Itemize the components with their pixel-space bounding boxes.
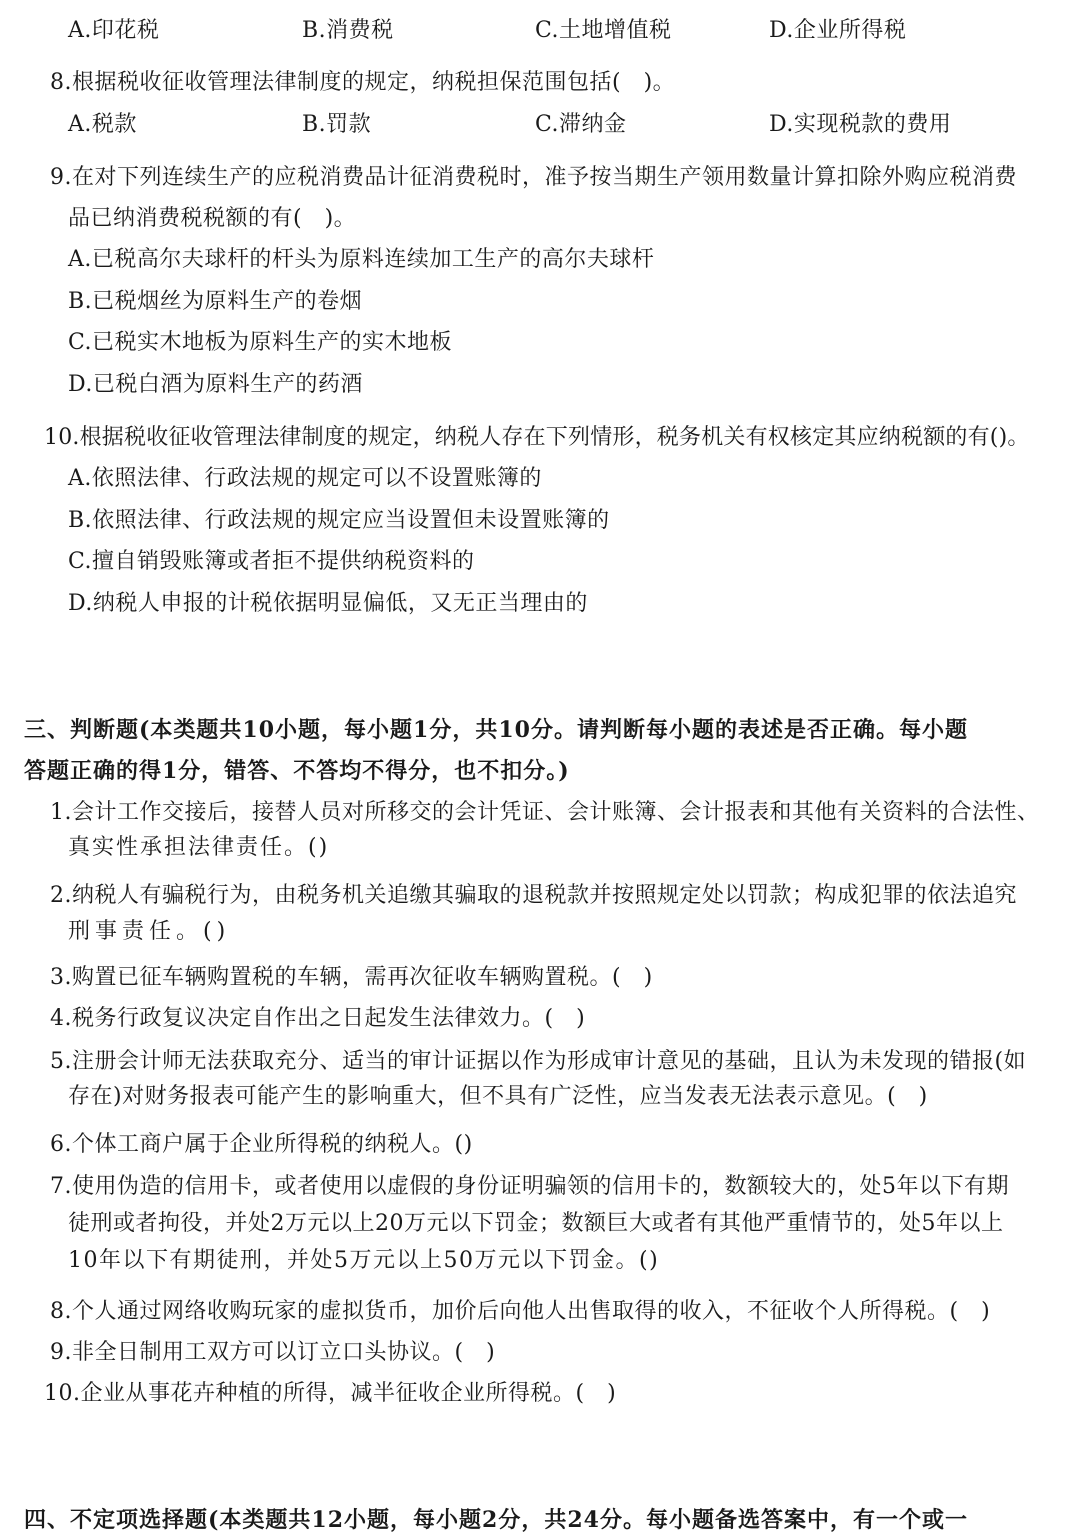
q7-options xyxy=(68,16,1068,46)
judgement-item-3: 3.购置已征车辆购置税的车辆，需再次征收车辆购置税。( ) xyxy=(50,965,653,990)
judgement-item-7-line2: 徒刑或者拘役，并处2万元以上20万元以下罚金；数额巨大或者有其他严重情节的，处5年以上 xyxy=(68,1211,1004,1236)
judgement-item-5-line2: 存在)对财务报表可能产生的影响重大，但不具有广泛性，应当发表无法表示意见。( ) xyxy=(68,1084,928,1109)
judgement-item-1-line1: 1.会计工作交接后，接替人员对所移交的会计凭证、会计账簿、会计报表和其他有关资料的合法性、 xyxy=(50,800,1040,825)
q9-stem-line2: 品已纳消费税税额的有( )。 xyxy=(68,206,357,231)
q7-option-c: C.土地增值税 xyxy=(535,18,672,43)
q9-option-b: B.已税烟丝为原料生产的卷烟 xyxy=(68,289,363,314)
q8-option-b: B.罚款 xyxy=(302,112,372,137)
judgement-item-8: 8.个人通过网络收购玩家的虚拟货币，加价后向他人出售取得的收入，不征收个人所得税。( ) xyxy=(50,1299,991,1324)
q10-option-b: B.依照法律、行政法规的规定应当设置但未设置账簿的 xyxy=(68,508,610,533)
judgement-item-5-line1: 5.注册会计师无法获取充分、适当的审计证据以作为形成审计意见的基础，且认为未发现的错报(如 xyxy=(50,1049,1027,1074)
judgement-item-1-line2: 真实性承担法律责任。() xyxy=(68,835,330,860)
q9-option-c: C.已税实木地板为原料生产的实木地板 xyxy=(68,330,453,355)
q10-option-c: C.擅自销毁账簿或者拒不提供纳税资料的 xyxy=(68,549,475,574)
q8-option-d: D.实现税款的费用 xyxy=(769,112,952,137)
judgement-item-6: 6.个体工商户属于企业所得税的纳税人。() xyxy=(50,1132,473,1157)
q7-option-d: D.企业所得税 xyxy=(769,18,907,43)
q10-option-a: A.依照法律、行政法规的规定可以不设置账簿的 xyxy=(68,466,542,491)
q10-stem: 10.根据税收征收管理法律制度的规定，纳税人存在下列情形，税务机关有权核定其应纳税额的有()。 xyxy=(44,425,1030,450)
q7-option-b: B.消费税 xyxy=(302,18,394,43)
q8-option-c: C.滞纳金 xyxy=(535,112,627,137)
q9-option-a: A.已税高尔夫球杆的杆头为原料连续加工生产的高尔夫球杆 xyxy=(68,247,655,272)
judgement-item-7-line3: 10年以下有期徒刑，并处5万元以上50万元以下罚金。() xyxy=(68,1248,660,1273)
judgement-item-7-line1: 7.使用伪造的信用卡，或者使用以虚假的身份证明骗领的信用卡的，数额较大的，处5年以下有期 xyxy=(50,1174,1009,1199)
judgement-item-2-line1: 2.纳税人有骗税行为，由税务机关追缴其骗取的退税款并按照规定处以罚款；构成犯罪的依法追究 xyxy=(50,883,1017,908)
judgement-item-2-line2: 刑事责任。() xyxy=(68,919,231,944)
q9-stem-line1: 9.在对下列连续生产的应税消费品计征消费税时，准予按当期生产领用数量计算扣除外购应税消费 xyxy=(50,165,1017,190)
q8-options xyxy=(68,110,1068,140)
q8-option-a: A.税款 xyxy=(68,112,137,137)
section3-heading-line1: 三、判断题(本类题共10小题，每小题1分，共10分。请判断每小题的表述是否正确。每小题 xyxy=(24,717,968,743)
q9-option-d: D.已税白酒为原料生产的药酒 xyxy=(68,372,363,397)
section3-heading-line2: 答题正确的得1分，错答、不答均不得分，也不扣分。) xyxy=(24,758,570,784)
judgement-item-9: 9.非全日制用工双方可以订立口头协议。( ) xyxy=(50,1340,496,1365)
judgement-item-10: 10.企业从事花卉种植的所得，减半征收企业所得税。( ) xyxy=(44,1381,617,1406)
q10-option-d: D.纳税人申报的计税依据明显偏低，又无正当理由的 xyxy=(68,591,588,616)
q8-stem: 8.根据税收征收管理法律制度的规定，纳税担保范围包括( )。 xyxy=(50,70,676,95)
section4-heading-line1: 四、不定项选择题(本类题共12小题，每小题2分，共24分。每小题备选答案中，有一个或一 xyxy=(24,1507,968,1533)
q7-option-a: A.印花税 xyxy=(68,18,160,43)
judgement-item-4: 4.税务行政复议决定自作出之日起发生法律效力。( ) xyxy=(50,1006,586,1031)
